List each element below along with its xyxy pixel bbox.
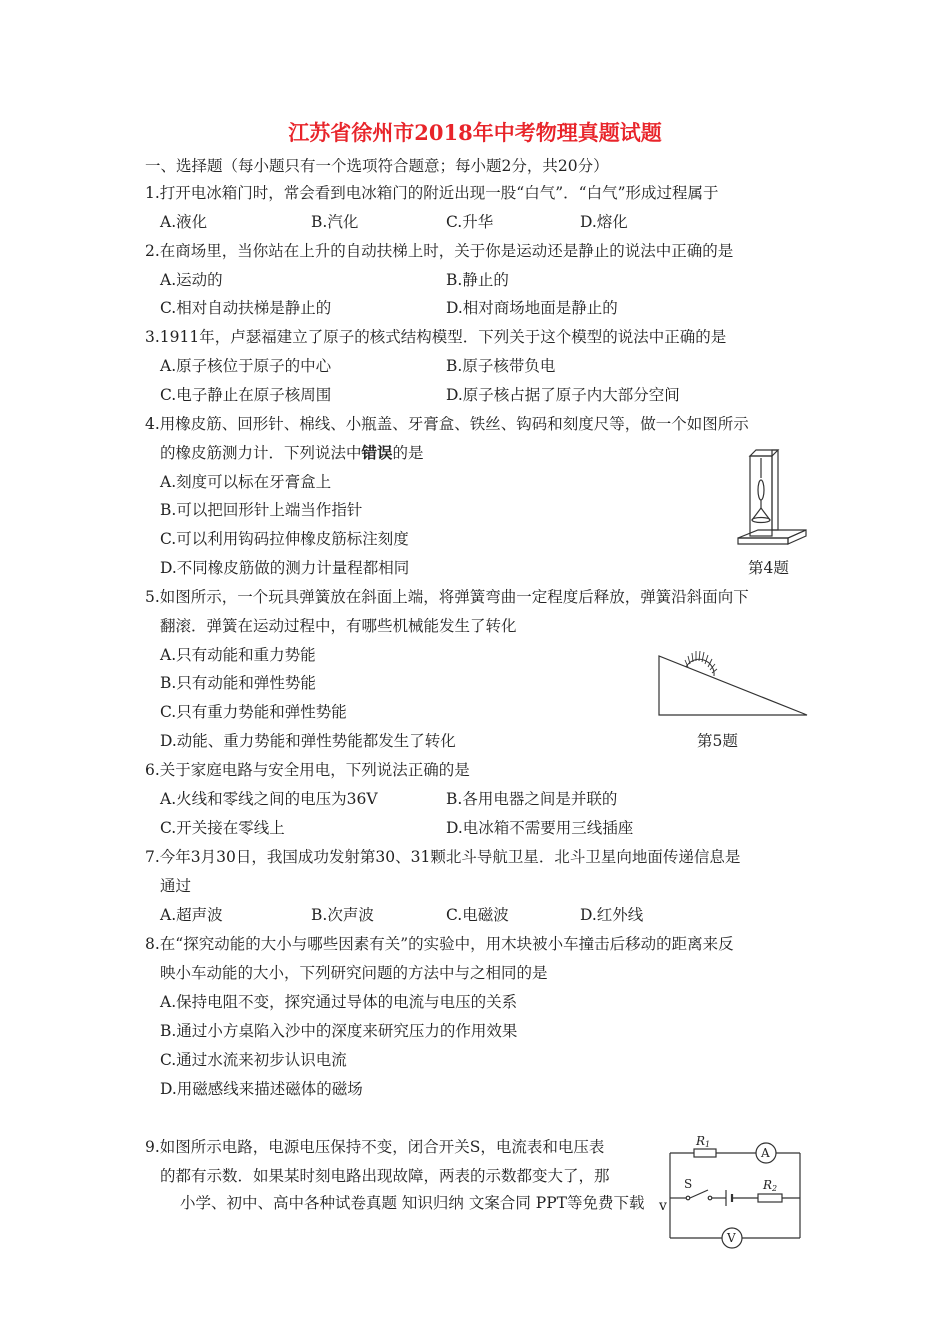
footer-advert: 小学、初中、高中各种试卷真题 知识归纳 文案合同 PPT等免费下载 [180,1194,645,1212]
q8-option-b: B.通过小方桌陷入沙中的深度来研究压力的作用效果 [160,1022,518,1040]
question-4-text: 4.用橡皮筋、回形针、棉线、小瓶盖、牙膏盒、铁丝、钩码和刻度尺等，做一个如图所示 [145,415,749,433]
q6-option-d: D.电冰箱不需要用三线插座 [446,819,634,837]
resistor-r1 [694,1149,716,1157]
figure-5-illustration [658,640,808,716]
q3-option-a: A.原子核位于原子的中心 [160,357,332,375]
page-title: 江苏省徐州市2018年中考物理真题试题 [288,120,662,145]
question-7-text-line2: 通过 [160,877,192,895]
q2-option-c: C.相对自动扶梯是静止的 [160,299,332,317]
footer-tail: v [659,1198,667,1214]
svg-text:S: S [684,1177,693,1191]
q8-option-d: D.用磁感线来描述磁体的磁场 [160,1080,363,1098]
q2-option-a: A.运动的 [160,271,223,289]
emphasis-wrong: 错误 [361,443,393,462]
switch-lever [690,1190,708,1198]
question-9-text-line2: 的都有示数．如果某时刻电路出现故障，两表的示数都变大了，那 [160,1167,610,1185]
q2-option-b: B.静止的 [446,271,509,289]
question-1-text: 1.打开电冰箱门时，常会看到电冰箱门的附近出现一股“白气”．“白气”形成过程属于 [145,184,719,202]
question-5-text-line2: 翻滚．弹簧在运动过程中，有哪些机械能发生了转化 [160,617,517,635]
question-5-text: 5.如图所示，一个玩具弹簧放在斜面上端，将弹簧弯曲一定程度后释放，弹簧沿斜面向下 [145,588,749,606]
q4-option-b: B.可以把回形针上端当作指针 [160,501,363,519]
q7-option-b: B.次声波 [311,906,374,924]
q8-option-c: C.通过水流来初步认识电流 [160,1051,347,1069]
q6-option-b: B.各用电器之间是并联的 [446,790,618,808]
resistor-r2 [758,1194,782,1202]
question-6-text: 6.关于家庭电路与安全用电，下列说法正确的是 [145,761,470,779]
section-heading: 一、选择题（每小题只有一个选项符合题意；每小题2分，共20分） [145,157,609,175]
q7-option-a: A.超声波 [160,906,223,924]
q1-option-a: A.液化 [160,213,208,231]
q6-option-a: A.火线和零线之间的电压为36V [160,790,378,808]
q5-option-a: A.只有动能和重力势能 [160,646,316,664]
circuit-diagram [670,1130,810,1250]
question-3-text: 3.1911年，卢瑟福建立了原子的核式结构模型．下列关于这个模型的说法中正确的是 [145,328,727,346]
question-7-text: 7.今年3月30日，我国成功发射第30、31颗北斗导航卫星．北斗卫星向地面传递信息是 [145,848,741,866]
q5-option-b: B.只有动能和弹性势能 [160,674,316,692]
q8-option-a: A.保持电阻不变，探究通过导体的电流与电压的关系 [160,993,518,1011]
q1-option-c: C.升华 [446,213,494,231]
q3-option-d: D.原子核占据了原子内大部分空间 [446,386,680,404]
q5-option-c: C.只有重力势能和弹性势能 [160,703,347,721]
question-4-text-line2: 的橡皮筋测力计．下列说法中错误的是 [160,443,424,462]
question-8-text-line2: 映小车动能的大小，下列研究问题的方法中与之相同的是 [160,964,548,982]
q4-option-c: C.可以利用钩码拉伸橡皮筋标注刻度 [160,530,409,548]
figure-5-caption: 第5题 [697,732,738,750]
q6-option-c: C.开关接在零线上 [160,819,285,837]
q4-option-a: A.刻度可以标在牙膏盒上 [160,473,332,491]
question-9-text: 9.如图所示电路，电源电压保持不变，闭合开关S，电流表和电压表 [145,1138,605,1156]
q1-option-b: B.汽化 [311,213,359,231]
question-2-text: 2.在商场里，当你站在上升的自动扶梯上时，关于你是运动还是静止的说法中正确的是 [145,242,734,260]
q5-option-d: D.动能、重力势能和弹性势能都发生了转化 [160,732,456,750]
q7-option-c: C.电磁波 [446,906,509,924]
figure-4-caption: 第4题 [748,559,789,577]
q2-option-d: D.相对商场地面是静止的 [446,299,618,317]
q4-option-d: D.不同橡皮筋做的测力计量程都相同 [160,559,410,577]
svg-text:A: A [761,1146,770,1160]
figure-4-illustration [738,448,808,548]
svg-text:V: V [727,1231,736,1245]
q7-option-d: D.红外线 [580,906,644,924]
q3-option-b: B.原子核带负电 [446,357,556,375]
svg-text:R2: R2 [763,1178,778,1193]
svg-text:R1: R1 [696,1134,711,1149]
question-8-text: 8.在“探究动能的大小与哪些因素有关”的实验中，用木块被小车撞击后移动的距离来反 [145,935,734,953]
q1-option-d: D.熔化 [580,213,628,231]
q3-option-c: C.电子静止在原子核周围 [160,386,332,404]
